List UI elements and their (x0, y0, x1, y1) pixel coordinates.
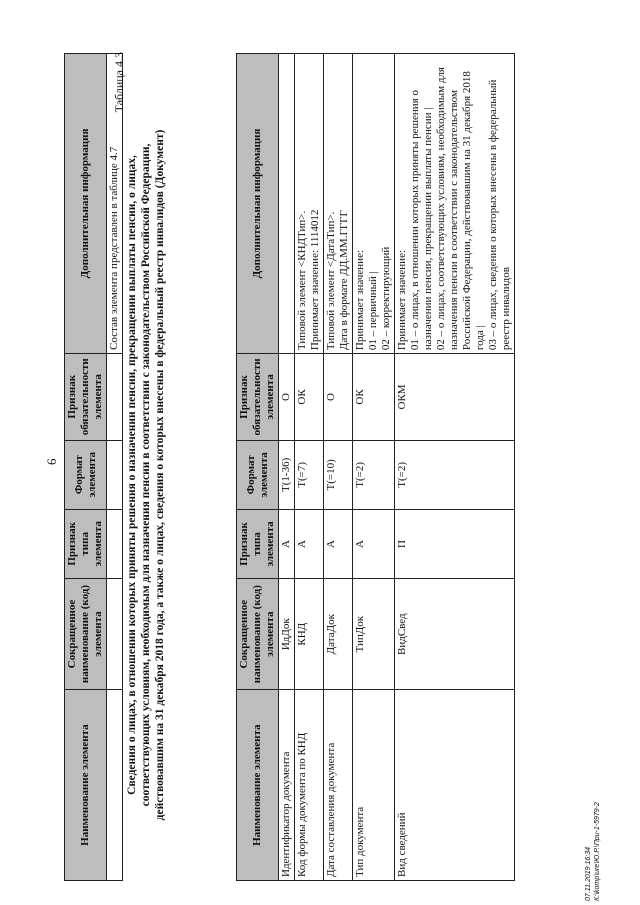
element-info-cell (295, 54, 324, 354)
element-code-cell: ДатаДок (324, 579, 353, 690)
element-format-cell: T(=10) (324, 440, 353, 509)
element-code-cell: ИдДок (279, 579, 295, 690)
main-table (236, 53, 515, 881)
table-row (107, 54, 123, 881)
element-info-cell (395, 54, 515, 354)
table-row (295, 54, 324, 881)
table-caption: Сведения о лицах, в отношении которых приняты решения о назначении пенсии, прекращении выплаты пенсии, о лицах, соответствующих условиям, необходимым для назначения пенсии в соответствии с законодательством Российской Федерации, действовавшим на 31 декабря 2018 года, а также о лицах, сведения о которых внесены в федеральный реестр инвалидов (Документ) (126, 129, 166, 821)
element-format-cell: T(1-36) (279, 440, 295, 509)
top-table-header-row (65, 54, 107, 881)
element-info-cell (324, 54, 353, 354)
info-line: 01 – первичный | (367, 271, 379, 351)
table-cell (107, 509, 123, 578)
element-type-cell: А (295, 509, 324, 578)
element-name-cell: Код формы документа по КНД (295, 690, 324, 881)
element-name-cell: Идентификатор документа (279, 690, 295, 881)
element-required-cell: О (279, 354, 295, 441)
table-cell (107, 440, 123, 509)
print-stamp (584, 802, 602, 901)
top-table (64, 53, 123, 881)
element-code-cell: ВидСвед (395, 579, 515, 690)
info-line: Типовой элемент <КНДТип>. (296, 210, 308, 351)
element-format-cell: T(=7) (295, 440, 324, 509)
stamp-line: 07.11.2019 16:34 (585, 847, 592, 901)
header-cell: Формат элемента (65, 440, 107, 509)
header-cell: Дополнительная информация (237, 54, 279, 354)
info-line: Принимает значение: (396, 249, 408, 351)
element-required-cell: ОК (295, 354, 324, 441)
info-line: 02 – корректирующий (380, 246, 392, 351)
info-line: Принимает значение: (354, 249, 366, 351)
table-cell (107, 690, 123, 881)
header-cell: Наименование элемента (237, 690, 279, 881)
table-row (279, 54, 295, 881)
main-table-header-row (237, 54, 279, 881)
header-cell: Признак типа элемента (65, 509, 107, 578)
element-name-cell: Вид сведений (395, 690, 515, 881)
stamp-line: К:\komp\ure\Ю.Р.\При-1-5979-2 (594, 802, 601, 901)
info-line: 03 – о лицах, сведения о которых внесены в федеральный реестр инвалидов (487, 79, 512, 351)
header-cell: Наименование элемента (65, 690, 107, 881)
header-cell: Признак типа элемента (237, 509, 279, 578)
element-name-cell: Тип документа (353, 690, 395, 881)
element-type-cell: А (279, 509, 295, 578)
table-row (395, 54, 515, 881)
element-code-cell: ТипДок (353, 579, 395, 690)
table-cell (107, 578, 123, 689)
info-line: Принимает значение: 1114012 (309, 209, 321, 351)
info-line: Дата в формате ДД.ММ.ГГГГ (338, 210, 350, 351)
element-info-cell (353, 54, 395, 354)
info-line: Типовой элемент <ДатаТип>. (325, 211, 337, 351)
header-cell: Признак обязательности элемента (237, 354, 279, 441)
element-required-cell: О (324, 354, 353, 441)
table-row (324, 54, 353, 881)
table-cell (107, 353, 123, 440)
element-info-cell (279, 54, 295, 354)
header-cell: Признак обязательности элемента (65, 353, 107, 440)
header-cell: Сокращенное наименование (код) элемента (65, 578, 107, 689)
element-format-cell: T(=2) (353, 440, 395, 509)
element-type-cell: А (353, 509, 395, 578)
info-line: 01 – о лицах, в отношении которых приняты решения о назначении пенсии, прекращении выплаты пенсии | (409, 90, 434, 351)
info-line: 02 – о лицах, соответствующих условиям, необходимым для назначения пенсии в соответствии с законодательством Российской Федерации, действовавшим на 31 декабря 2018 года | (435, 67, 486, 351)
header-cell: Формат элемента (237, 440, 279, 509)
element-format-cell: T(=2) (395, 440, 515, 509)
element-type-cell: А (324, 509, 353, 578)
table-row (353, 54, 395, 881)
page-number: 6 (44, 458, 59, 465)
table-cell: Состав элемента представлен в таблице 4.7 (107, 54, 123, 354)
element-required-cell: ОК (353, 354, 395, 441)
header-cell: Дополнительная информация (65, 54, 107, 354)
element-name-cell: Дата составления документа (324, 690, 353, 881)
element-code-cell: КНД (295, 579, 324, 690)
table-label: Таблица 4.3 (112, 52, 126, 113)
element-required-cell: ОКМ (395, 354, 515, 441)
header-cell: Сокращенное наименование (код) элемента (237, 579, 279, 690)
element-type-cell: П (395, 509, 515, 578)
